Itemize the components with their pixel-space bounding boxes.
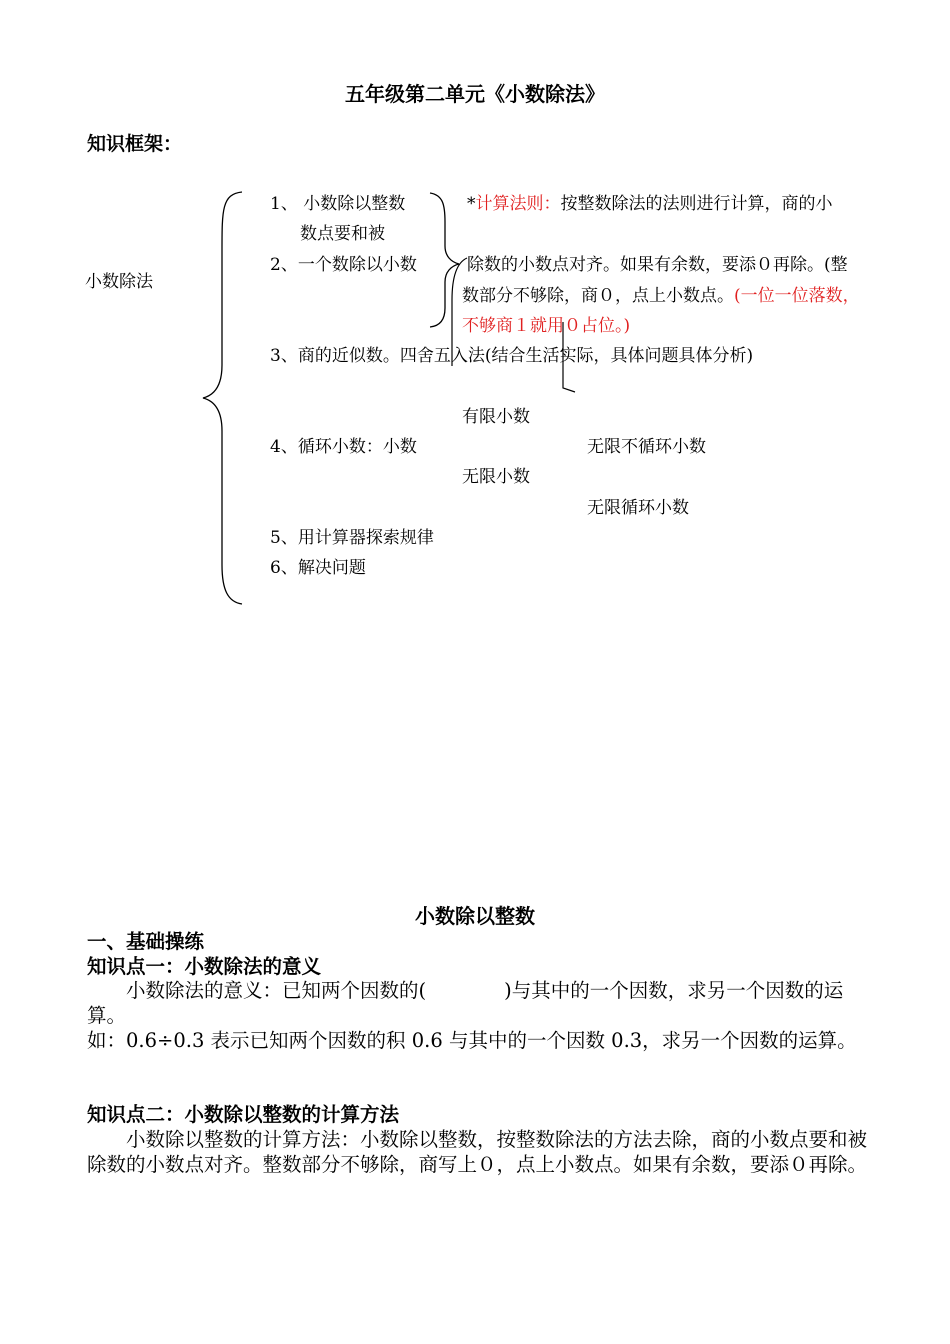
- knowledge-point-1-title: 知识点一：小数除法的意义: [87, 955, 322, 978]
- main-brace: [203, 192, 242, 604]
- framework-braces: [0, 0, 950, 620]
- rule-text-1: 按整数除法的法则进行计算，商的小: [560, 194, 833, 214]
- page-title: 五年级第二单元《小数除法》: [345, 82, 605, 106]
- framework-heading: 知识框架：: [87, 133, 183, 155]
- infinite-decimal: 无限小数: [462, 467, 530, 487]
- part-heading: 一、基础操练: [87, 930, 205, 953]
- rule-note-red-1: (一位一位落数，: [734, 286, 860, 306]
- knowledge-point-2-title: 知识点二：小数除以整数的计算方法: [87, 1103, 400, 1126]
- branch-item-4: 4、循环小数：小数: [270, 437, 417, 457]
- root-label: 小数除法: [85, 272, 153, 292]
- finite-decimal: 有限小数: [462, 407, 530, 427]
- branch-item-1: 1、 小数除以整数: [270, 194, 406, 214]
- section-title: 小数除以整数: [415, 904, 535, 928]
- branch-item-5: 5、用计算器探索规律: [270, 528, 434, 548]
- knowledge-point-1-example: 如：0.6÷0.3 表示已知两个因数的积 0.6 与其中的一个因数 0.3，求另一个因数的运算。: [87, 1029, 857, 1052]
- rule-line-1: [467, 194, 833, 214]
- branch-item-2: 2、一个数除以小数: [270, 255, 417, 275]
- branch-item-1-cont: 数点要和被: [300, 224, 385, 244]
- kp1-text-b: )与其中的一个因数，求另一个因数的运算。: [87, 979, 844, 1027]
- non-repeating-decimal: 无限不循环小数: [587, 437, 706, 457]
- rule-line-2: 除数的小数点对齐。如果有余数，要添０再除。(整: [467, 255, 848, 275]
- knowledge-point-2-text: 小数除以整数的计算方法：小数除以整数，按整数除法的方法去除，商的小数点要和被除数的小数点对齐。整数部分不够除，商写上０，点上小数点。如果有余数，要添０再除。: [87, 1128, 868, 1176]
- right-brace: [430, 193, 459, 327]
- kp1-text-a: 小数除法的意义：已知两个因数的(: [126, 979, 427, 1002]
- knowledge-point-1-text: [87, 978, 877, 1028]
- branch-item-3: 3、商的近似数。四舍五入法(结合生活实际，具体问题具体分析): [270, 346, 754, 366]
- rule-text-3: 数部分不够除，商０，点上小数点。: [462, 286, 734, 306]
- rule-label: 计算法则：: [475, 194, 561, 214]
- repeating-decimal: 无限循环小数: [587, 498, 689, 518]
- branch-item-6: 6、解决问题: [270, 558, 366, 578]
- rule-line-3: [462, 286, 860, 306]
- rule-star: *: [467, 194, 476, 214]
- rule-note-red-2: 不够商１就用０占位。): [462, 316, 631, 336]
